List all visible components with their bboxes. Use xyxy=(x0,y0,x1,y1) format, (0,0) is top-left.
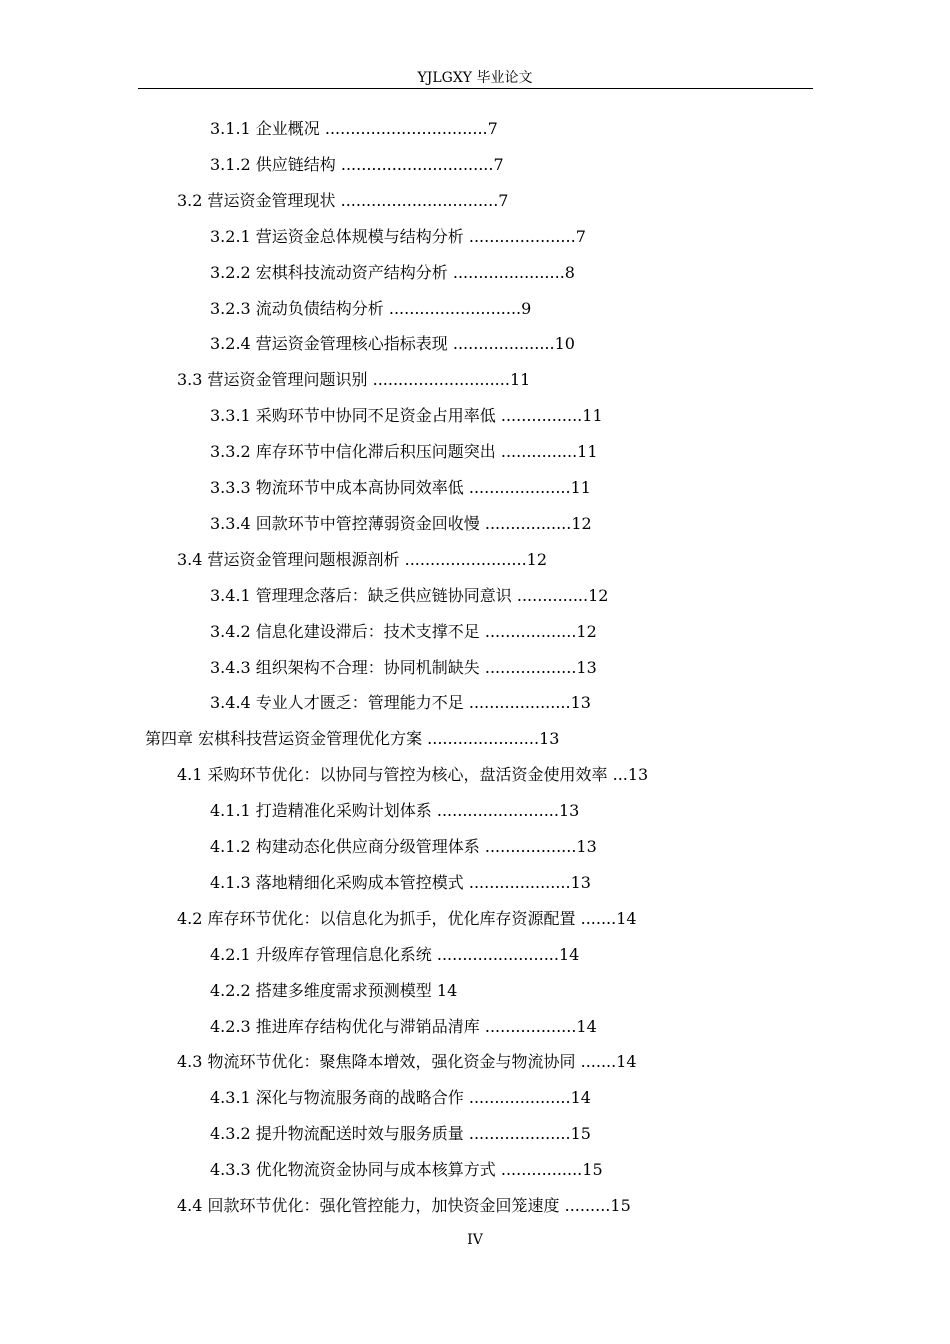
toc-entry[interactable]: 3.3.3 物流环节中成本高协同效率低 ....................11 xyxy=(210,478,591,497)
toc-entry[interactable]: 4.3.1 深化与物流服务商的战略合作 ....................14 xyxy=(210,1088,591,1108)
toc-entry[interactable]: 4.3.3 优化物流资金协同与成本核算方式 ................15 xyxy=(210,1160,603,1180)
toc-entry[interactable]: 3.2 营运资金管理现状 ...............................7 xyxy=(177,190,509,210)
toc-entry[interactable]: 4.3.2 提升物流配送时效与服务质量 ....................15 xyxy=(210,1124,591,1144)
toc-entry[interactable]: 4.1 采购环节优化：以协同与管控为核心，盘活资金使用效率 ...13 xyxy=(177,765,649,785)
toc-entry[interactable]: 3.4 营运资金管理问题根源剖析 ........................12 xyxy=(177,549,548,569)
toc-entry[interactable]: 3.4.4 专业人才匮乏：管理能力不足 ....................13 xyxy=(210,693,591,713)
toc-entry[interactable]: 3.2.1 营运资金总体规模与结构分析 .....................7 xyxy=(210,226,586,246)
toc-entry[interactable]: 3.3.2 库存环节中信化滞后积压问题突出 ...............11 xyxy=(210,442,598,462)
toc-entry[interactable]: 4.3 物流环节优化：聚焦降本增效，强化资金与物流协同 .......14 xyxy=(177,1052,637,1072)
toc-entry[interactable]: 4.2 库存环节优化：以信息化为抓手，优化库存资源配置 .......14 xyxy=(177,908,637,928)
toc-entry[interactable]: 3.4.1 管理理念落后：缺乏供应链协同意识 ..............12 xyxy=(210,585,609,605)
toc-entry[interactable]: 3.4.3 组织架构不合理：协同机制缺失 ..................13 xyxy=(210,657,597,677)
toc-entry[interactable]: 4.2.3 推进库存结构优化与滞销品清库 ..................14 xyxy=(210,1016,597,1036)
toc-entry[interactable]: 3.3 营运资金管理问题识别 ...........................11 xyxy=(177,370,531,390)
toc-entry[interactable]: 第四章 宏棋科技营运资金管理优化方案 ......................13 xyxy=(145,729,560,749)
toc-entry[interactable]: 4.1.2 构建动态化供应商分级管理体系 ..................13 xyxy=(210,837,597,856)
toc-entry[interactable]: 3.1.1 企业概况 ................................7 xyxy=(210,119,498,138)
page-number: IV xyxy=(467,1232,483,1248)
toc-entry[interactable]: 4.4 回款环节优化：强化管控能力，加快资金回笼速度 .........15 xyxy=(177,1196,631,1215)
page-header: YJLGXY 毕业论文 xyxy=(417,70,533,86)
toc-entry[interactable]: 3.3.1 采购环节中协同不足资金占用率低 ................11 xyxy=(210,406,603,426)
toc-entry[interactable]: 3.3.4 回款环节中管控薄弱资金回收慢 .................12 xyxy=(210,513,592,533)
toc-entry[interactable]: 4.2.1 升级库存管理信息化系统 ........................14 xyxy=(210,944,580,964)
toc-entry[interactable]: 4.1.3 落地精细化采购成本管控模式 ....................13 xyxy=(210,872,591,892)
toc-entry[interactable]: 3.4.2 信息化建设滞后：技术支撑不足 ..................12 xyxy=(210,621,597,641)
toc-entry[interactable]: 4.2.2 搭建多维度需求预测模型 14 xyxy=(210,980,458,1000)
toc-entry[interactable]: 3.1.2 供应链结构 ..............................7 xyxy=(210,154,504,174)
header-rule xyxy=(138,88,813,89)
toc-entry[interactable]: 4.1.1 打造精准化采购计划体系 ........................13 xyxy=(210,801,580,821)
toc-entry[interactable]: 3.2.3 流动负债结构分析 ..........................9 xyxy=(210,298,532,318)
toc-entry[interactable]: 3.2.4 营运资金管理核心指标表现 ....................10 xyxy=(210,334,575,354)
toc-entry[interactable]: 3.2.2 宏棋科技流动资产结构分析 ......................8 xyxy=(210,262,575,282)
